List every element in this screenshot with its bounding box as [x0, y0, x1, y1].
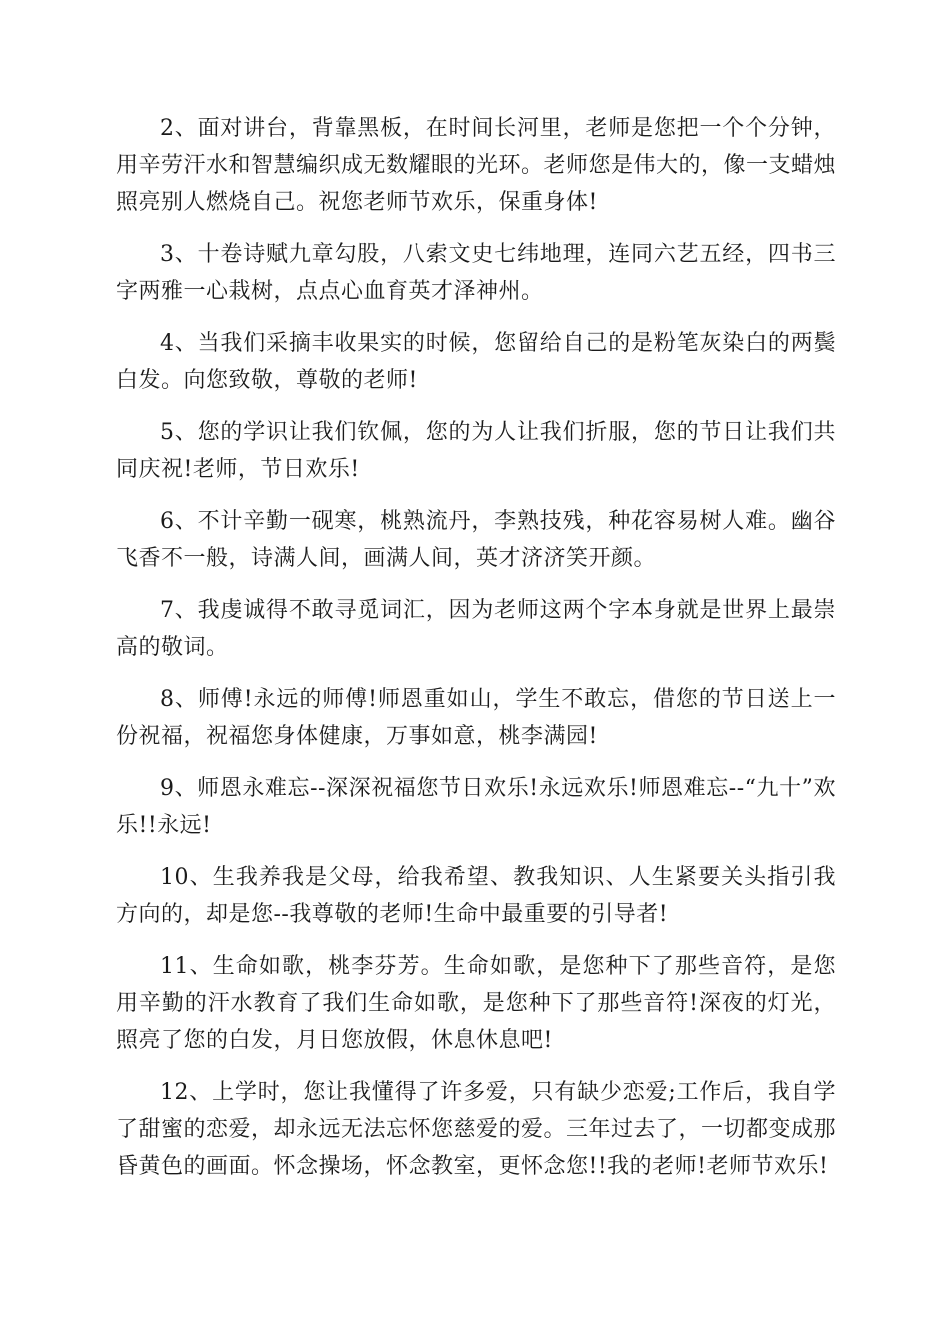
paragraph-7: 7、我虔诚得不敢寻觅词汇，因为老师这两个字本身就是世界上最崇高的敬词。: [116, 598, 836, 660]
paragraph-9: 9、师恩永难忘--深深祝福您节日欢乐!永远欢乐!师恩难忘--“九十”欢乐!!永远!: [116, 776, 836, 838]
paragraph-3: 3、十卷诗赋九章勾股，八索文史七纬地理，连同六艺五经，四书三字两雅一心栽树，点点心血育英才泽神州。: [116, 242, 836, 304]
paragraph-4: 4、当我们采摘丰收果实的时候，您留给自己的是粉笔灰染白的两鬓白发。向您致敬，尊敬的老师!: [116, 331, 836, 393]
paragraph-8: 8、师傅!永远的师傅!师恩重如山，学生不敢忘，借您的节日送上一份祝福，祝福您身体健康，万事如意，桃李满园!: [116, 687, 836, 749]
paragraph-2: 2、面对讲台，背靠黑板，在时间长河里，老师是您把一个个分钟，用辛劳汗水和智慧编织成无数耀眼的光环。老师您是伟大的，像一支蜡烛照亮别人燃烧自己。祝您老师节欢乐，保重身体!: [116, 116, 837, 215]
paragraph-10: 10、生我养我是父母，给我希望、教我知识、人生紧要关头指引我方向的，却是您--我尊敬的老师!生命中最重要的引导者!: [116, 865, 836, 927]
paragraph-5: 5、您的学识让我们钦佩，您的为人让我们折服，您的节日让我们共同庆祝!老师，节日欢乐!: [116, 420, 836, 482]
paragraph-12: 12、上学时，您让我懂得了许多爱，只有缺少恋爱;工作后，我自学了甜蜜的恋爱，却永远无法忘怀您慈爱的爱。三年过去了，一切都变成那昏黄色的画面。怀念操场，怀念教室，更怀念您!!我的老师!老师节欢乐!: [116, 1080, 837, 1179]
paragraph-6: 6、不计辛勤一砚寒，桃熟流丹，李熟技残，种花容易树人难。幽谷飞香不一般，诗满人间，画满人间，英才济济笑开颜。: [116, 509, 836, 571]
document-body: [116, 110, 836, 1200]
paragraph-11: 11、生命如歌，桃李芬芳。生命如歌，是您种下了那些音符，是您用辛勤的汗水教育了我们生命如歌，是您种下了那些音符!深夜的灯光，照亮了您的白发，月日您放假，休息休息吧!: [116, 954, 836, 1053]
